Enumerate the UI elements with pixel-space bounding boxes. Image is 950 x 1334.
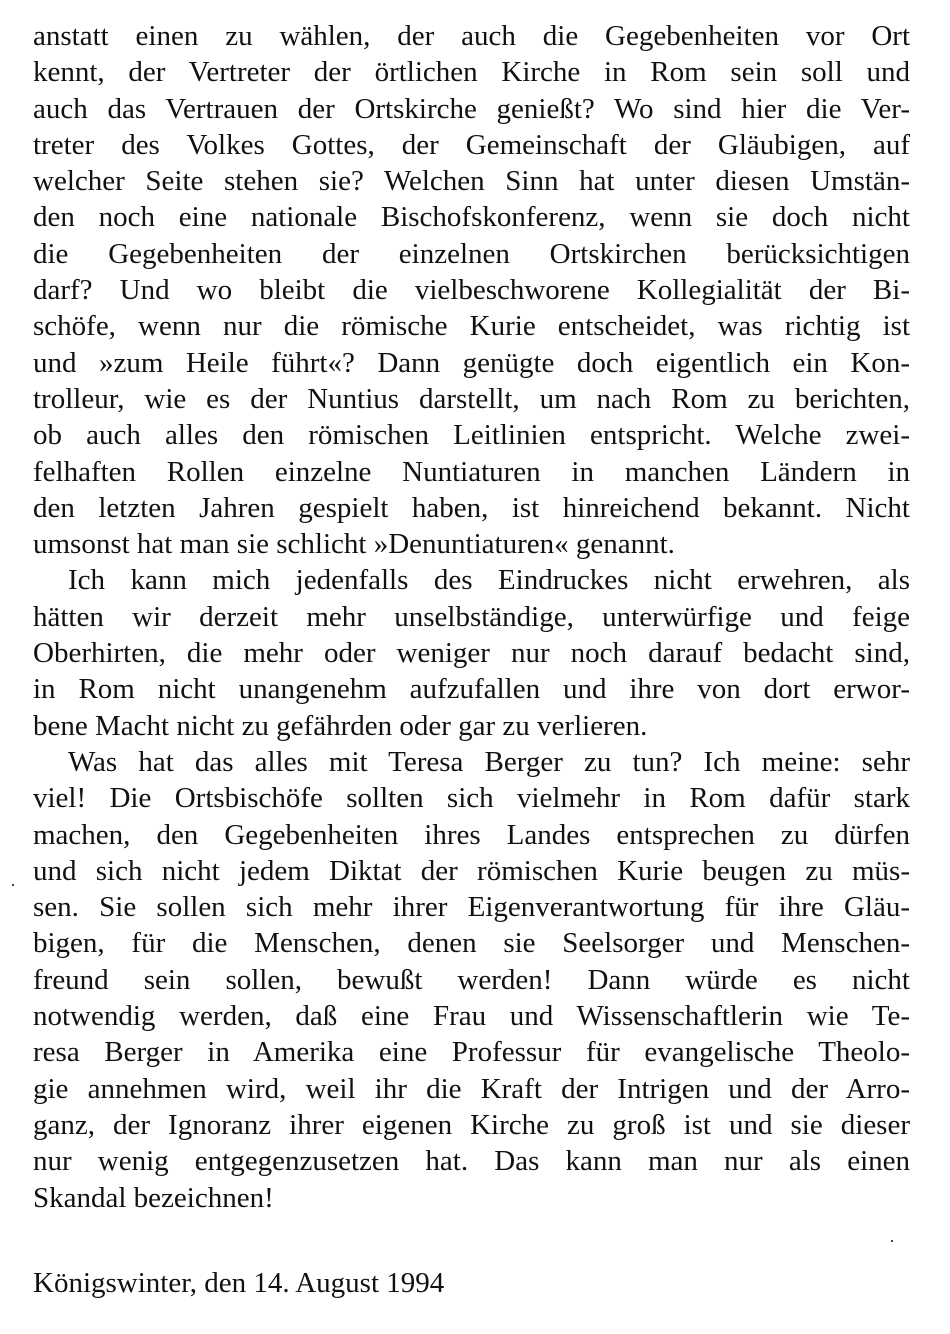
place-date-line: Königswinter, den 14. August 1994 <box>33 1267 445 1299</box>
text-line: welcher Seite stehen sie? Welchen Sinn hat unter diesen Umstän- <box>33 165 910 198</box>
text-line: resa Berger in Amerika eine Professur für evangelische Theolo- <box>33 1036 910 1069</box>
text-line: viel! Die Ortsbischöfe sollten sich vielmehr in Rom dafür stark <box>33 782 910 815</box>
text-line: treter des Volkes Gottes, der Gemeinschaft der Gläubigen, auf <box>33 128 910 161</box>
text-line: notwendig werden, daß eine Frau und Wissenschaftlerin wie Te- <box>33 1000 910 1033</box>
text-line: Skandal bezeichnen! <box>33 1181 274 1214</box>
text-line: nur wenig entgegenzusetzen hat. Das kann man nur als einen <box>33 1145 910 1178</box>
text-line: Ich kann mich jedenfalls des Eindruckes nicht erwehren, als <box>68 564 910 597</box>
text-line: ob auch alles den römischen Leitlinien entspricht. Welche zwei- <box>33 419 910 452</box>
text-line: in Rom nicht unangenehm aufzufallen und ihre von dort erwor- <box>33 673 910 706</box>
text-line: gie annehmen wird, weil ihr die Kraft der Intrigen und der Arro- <box>33 1072 910 1105</box>
text-line: kennt, der Vertreter der örtlichen Kirche in Rom sein soll und <box>33 56 910 89</box>
paragraph <box>33 744 910 1216</box>
text-line: bigen, für die Menschen, denen sie Seelsorger und Menschen- <box>33 927 910 960</box>
text-line: auch das Vertrauen der Ortskirche genießt? Wo sind hier die Ver- <box>33 92 910 125</box>
text-line: Was hat das alles mit Teresa Berger zu tun? Ich meine: sehr <box>68 745 910 778</box>
text-line: sen. Sie sollen sich mehr ihrer Eigenverantwortung für ihre Gläu- <box>33 891 910 924</box>
paragraph <box>33 18 910 562</box>
text-line: machen, den Gegebenheiten ihres Landes entsprechen zu dürfen <box>33 818 910 851</box>
text-line: ganz, der Ignoranz ihrer eigenen Kirche zu groß ist und sie dieser <box>33 1108 910 1141</box>
text-line: die Gegebenheiten der einzelnen Ortskirchen berücksichtigen <box>33 237 910 270</box>
text-line: hätten wir derzeit mehr unselbständige, unterwürfige und feige <box>33 600 910 633</box>
text-line: und sich nicht jedem Diktat der römischen Kurie beugen zu müs- <box>33 854 910 887</box>
text-line: den letzten Jahren gespielt haben, ist hinreichend bekannt. Nicht <box>33 491 910 524</box>
body-text <box>33 18 910 1216</box>
text-line: und »zum Heile führt«? Dann genügte doch eigentlich ein Kon- <box>33 346 910 379</box>
paragraph <box>33 562 910 743</box>
text-line: trolleur, wie es der Nuntius darstellt, um nach Rom zu berichten, <box>33 382 910 415</box>
scan-speck <box>12 884 14 886</box>
text-line: anstatt einen zu wählen, der auch die Gegebenheiten vor Ort <box>33 20 910 52</box>
text-line: bene Macht nicht zu gefährden oder gar zu verlieren. <box>33 709 648 742</box>
text-line: den noch eine nationale Bischofskonferenz, wenn sie doch nicht <box>33 201 910 234</box>
text-line: Oberhirten, die mehr oder weniger nur noch darauf bedacht sind, <box>33 637 910 670</box>
text-line: freund sein sollen, bewußt werden! Dann würde es nicht <box>33 963 910 996</box>
text-line: schöfe, wenn nur die römische Kurie entscheidet, was richtig ist <box>33 310 910 343</box>
text-line: felhaften Rollen einzelne Nuntiaturen in manchen Ländern in <box>33 455 910 488</box>
scan-speck <box>891 1240 893 1242</box>
text-line: umsonst hat man sie schlicht »Denuntiaturen« genannt. <box>33 528 675 561</box>
text-line: darf? Und wo bleibt die vielbeschworene Kollegialität der Bi- <box>33 274 910 307</box>
